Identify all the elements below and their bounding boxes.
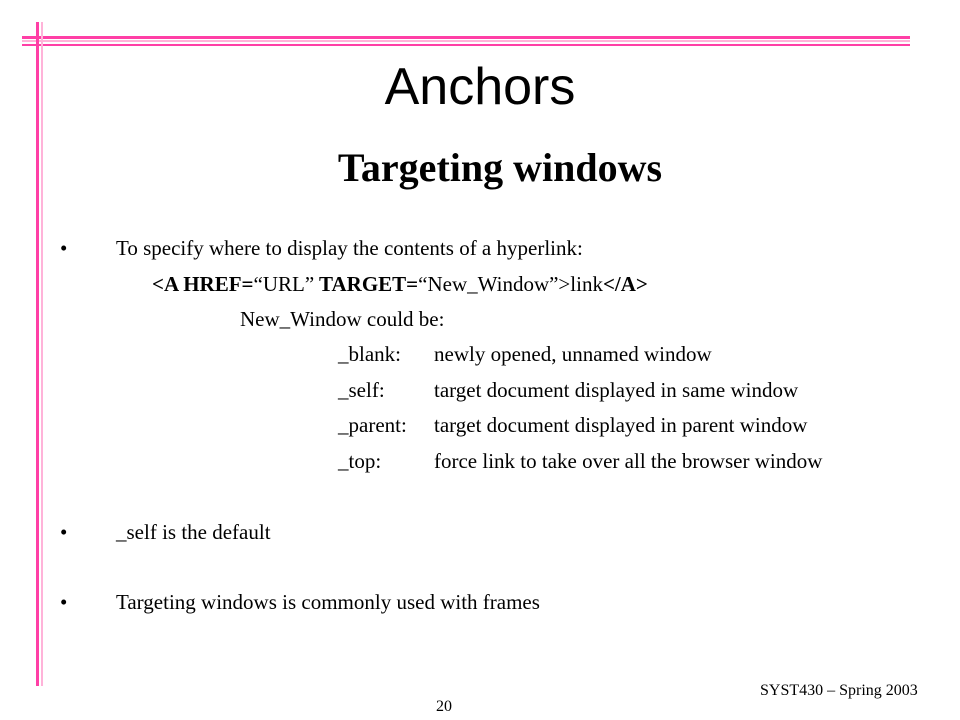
top-rule-3	[22, 44, 910, 46]
option-name: _blank:	[338, 342, 401, 366]
left-rule-1	[36, 22, 39, 686]
left-rule-2	[41, 22, 43, 686]
intro-text: To specify where to display the contents of a hyperlink:	[116, 236, 583, 260]
code-open-tag: <A HREF=	[152, 272, 254, 296]
page-number: 20	[436, 698, 452, 715]
top-rule-2	[22, 40, 910, 42]
slide-title: Anchors	[384, 58, 576, 116]
code-url-value: “URL”	[253, 272, 315, 296]
could-be-text: New_Window could be:	[240, 307, 445, 331]
footer-course: SYST430 – Spring 2003	[760, 682, 918, 699]
option-desc: target document displayed in parent window	[434, 413, 808, 437]
slide-subtitle: Targeting windows	[337, 145, 663, 190]
option-name: _parent:	[338, 413, 407, 437]
code-target-attr: TARGET=	[314, 272, 419, 296]
option-desc: force link to take over all the browser window	[434, 449, 823, 473]
code-target-value: “New_Window”>link	[418, 272, 603, 296]
bullet-default: •	[60, 520, 68, 544]
option-desc: target document displayed in same window	[434, 378, 799, 402]
option-name: _top:	[338, 449, 382, 473]
frames-text: Targeting windows is commonly used with frames	[116, 590, 540, 614]
bullet-intro: •	[60, 236, 68, 260]
top-rule-1	[22, 36, 910, 39]
code-example	[152, 271, 648, 297]
code-close-tag: </A>	[602, 272, 648, 296]
default-text: _self is the default	[116, 520, 271, 544]
bullet-frames: •	[60, 590, 68, 614]
option-desc: newly opened, unnamed window	[434, 342, 712, 366]
option-name: _self:	[338, 378, 385, 402]
